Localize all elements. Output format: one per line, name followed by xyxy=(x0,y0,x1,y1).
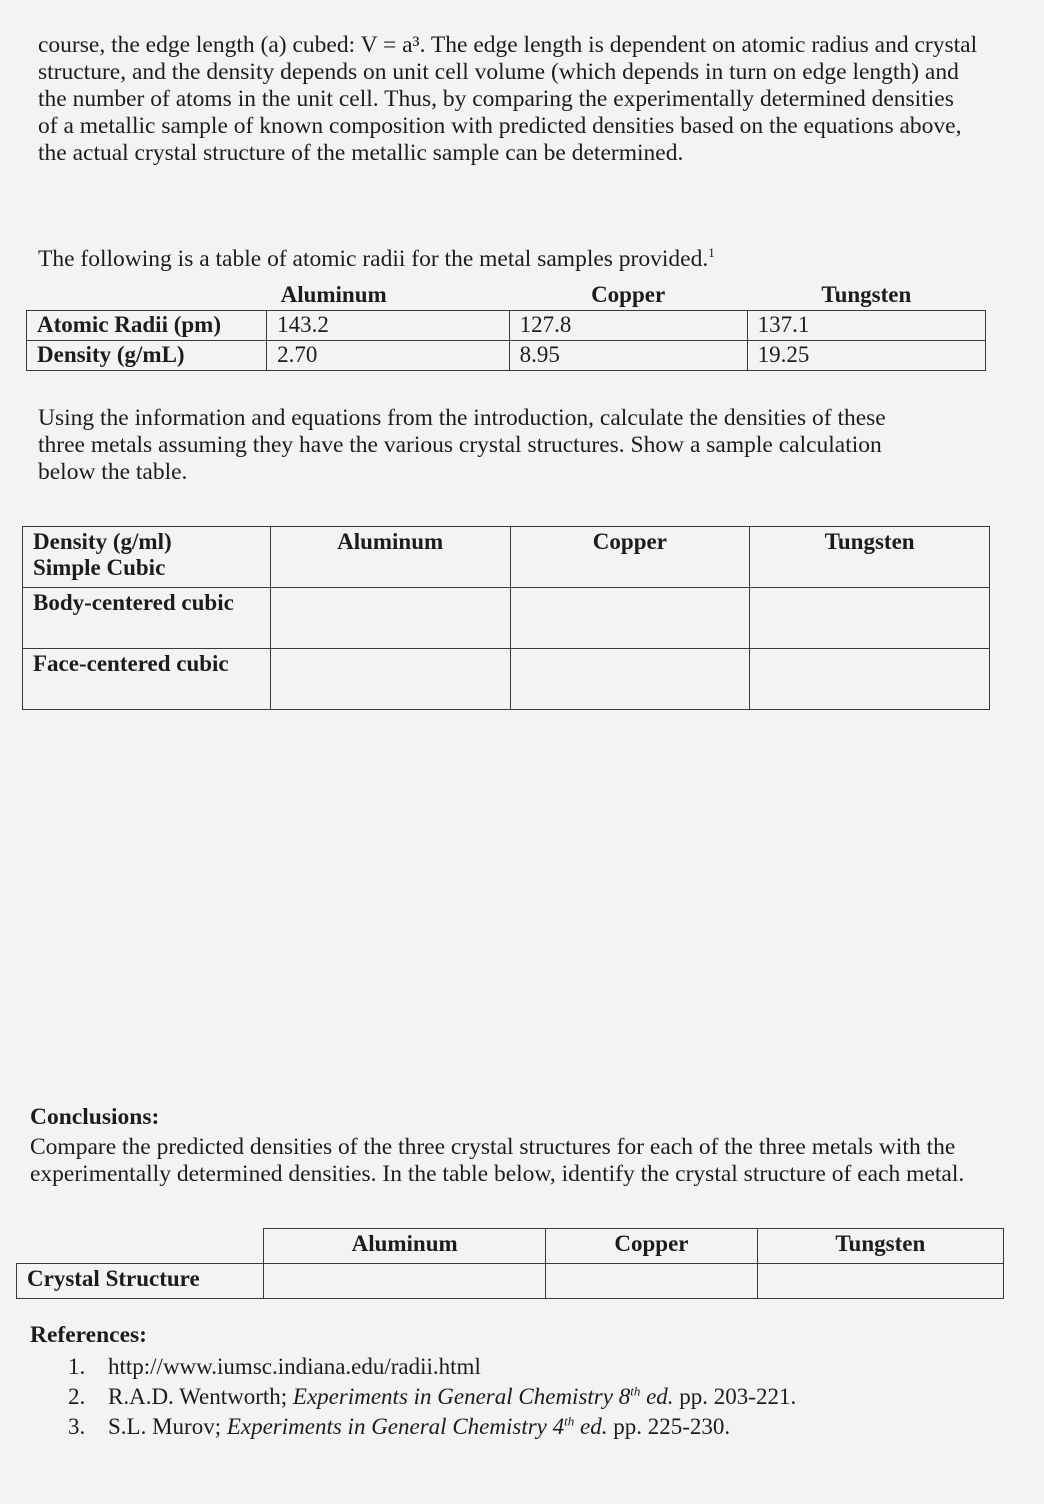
column-header: Tungsten xyxy=(757,1229,1003,1264)
crystal-structure-table xyxy=(16,1228,1004,1299)
answer-cell[interactable] xyxy=(510,588,750,649)
row-label: Face-centered cubic xyxy=(23,649,271,710)
table-cell: 137.1 xyxy=(747,311,985,341)
column-header: Aluminum xyxy=(270,527,510,588)
table-row xyxy=(17,1264,1004,1299)
footnote-marker: 1 xyxy=(708,245,715,261)
row-label: Body-centered cubic xyxy=(23,588,271,649)
column-header: Tungsten xyxy=(747,282,985,311)
answer-cell[interactable] xyxy=(270,588,510,649)
reference-url[interactable]: http://www.iumsc.indiana.edu/radii.html xyxy=(108,1354,481,1379)
column-header: Copper xyxy=(510,527,750,588)
references-heading: References: xyxy=(30,1322,147,1348)
calculation-instructions: Using the information and equations from the introduction, calculate the densities of these three metals assuming they have the various crystal structures. Show a sample calculation below the table. xyxy=(38,405,886,485)
table-cell: 143.2 xyxy=(267,311,510,341)
radii-table-lead xyxy=(38,246,978,273)
table-header-row xyxy=(27,282,986,311)
column-header: Aluminum xyxy=(267,282,510,311)
table-cell: 127.8 xyxy=(509,311,747,341)
answer-cell[interactable] xyxy=(510,649,750,710)
reference-item: 1. http://www.iumsc.indiana.edu/radii.html xyxy=(68,1354,481,1379)
corner-cell xyxy=(27,282,267,311)
table-cell: 2.70 xyxy=(267,341,510,371)
table-row xyxy=(23,588,990,649)
references-list xyxy=(68,1352,796,1442)
row-label: Crystal Structure xyxy=(17,1264,264,1299)
conclusions-paragraph: Compare the predicted densities of the three crystal structures for each of the three metals with the experimentally determined densities. In the table below, identify the crystal structure of each metal. xyxy=(30,1134,965,1187)
density-calculation-table xyxy=(22,526,990,710)
table-header-row xyxy=(17,1229,1004,1264)
table-cell: 8.95 xyxy=(509,341,747,371)
row-label xyxy=(23,527,271,588)
table-row xyxy=(27,311,986,341)
reference-item: 2. R.A.D. Wentworth; Experiments in General Chemistry 8th ed. pp. 203-221. xyxy=(68,1383,797,1409)
corner-label: Density (g/ml) xyxy=(33,529,172,554)
answer-cell[interactable] xyxy=(757,1264,1003,1299)
row-label: Atomic Radii (pm) xyxy=(27,311,267,341)
intro-paragraph: course, the edge length (a) cubed: V = a³. The edge length is dependent on atomic radius and crystal structure, and the density depends on unit cell volume (which depends in turn on edge length) and the number of atoms in the unit cell. Thus, by comparing the experimentally determined densities of a metallic sample of known composition with predicted densities based on the equations above, the actual crystal structure of the metallic sample can be determined. xyxy=(38,32,978,166)
answer-cell[interactable] xyxy=(750,649,990,710)
answer-cell[interactable] xyxy=(546,1264,757,1299)
column-header: Tungsten xyxy=(750,527,990,588)
corner-cell xyxy=(17,1229,264,1264)
table-row xyxy=(27,341,986,371)
column-header: Copper xyxy=(509,282,747,311)
atomic-radii-table xyxy=(26,282,986,371)
table-row xyxy=(23,649,990,710)
answer-cell[interactable] xyxy=(270,649,510,710)
reference-item: 3. S.L. Murov; Experiments in General Chemistry 4th ed. pp. 225-230. xyxy=(68,1413,731,1439)
column-header: Aluminum xyxy=(264,1229,546,1264)
answer-cell[interactable] xyxy=(750,588,990,649)
conclusions-heading: Conclusions: xyxy=(30,1104,160,1130)
radii-table-lead-text: The following is a table of atomic radii for the metal samples provided. xyxy=(38,246,709,272)
row-label-simple-cubic: Simple Cubic xyxy=(33,555,166,580)
row-label: Density (g/mL) xyxy=(27,341,267,371)
answer-cell[interactable] xyxy=(264,1264,546,1299)
column-header: Copper xyxy=(546,1229,757,1264)
table-row xyxy=(23,527,990,588)
table-cell: 19.25 xyxy=(747,341,985,371)
